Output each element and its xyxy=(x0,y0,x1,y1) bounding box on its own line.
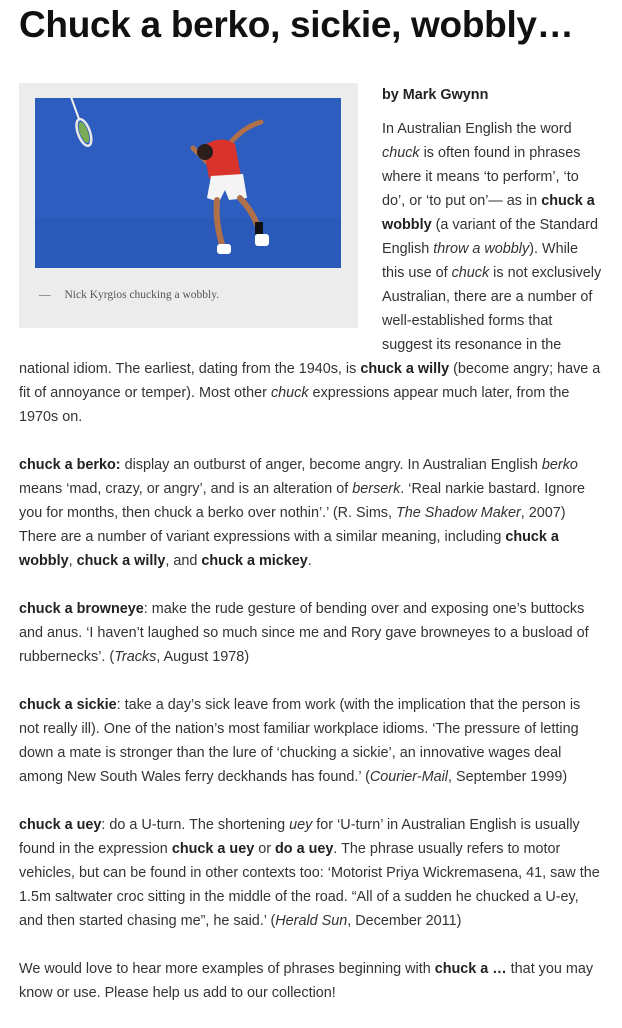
entry-sickie: chuck a sickie: take a day’s sick leave from work (with the implication that the person is not really ill). One of the nation’s most familiar workplace idioms. ‘The pressure of letting down a mate is stronger than the lure of ‘chucking a sickie’, an innovative wages deal among New South Wales ferry deckhands has found.’ (Courier-Mail, September 1999) xyxy=(19,697,581,785)
entry-uey: chuck a uey: do a U-turn. The shortening uey for ‘U-turn’ in Australian English is usually found in the expression chuck a uey or do a uey. The phrase usually refers to motor vehicles, but can be found in other contexts too: ‘Motorist Priya Wickremasena, 41, saw the 1.5m saltwater croc sitting in the middle of the road. “All of a sudden he chucked a U-ey, and then started chasing me”, he said.’ (Herald Sun, December 2011) xyxy=(19,817,600,929)
caption-dash: — xyxy=(39,289,51,301)
entry-berko: chuck a berko: display an outburst of anger, become angry. In Australian English berko means ‘mad, crazy, or angry’, and is an alteration of berserk. ‘Real narkie bastard. Ignore you for months, then chuck a berko over nothin’.’ (R. Sims, The Shadow Maker, 2007) There are a number of variant expressions with a similar meaning, including chuck a wobbly, chuck a willy, and chuck a mickey. xyxy=(19,457,586,569)
closing-paragraph: We would love to hear more examples of phrases beginning with chuck a … that you may know or use. Please help us add to our collection! xyxy=(19,961,594,1001)
intro-paragraph: In Australian English the word chuck is often found in phrases where it means ‘to perform’, ‘to do’, or ‘to put on’— as in chuck a wobbly (a variant of the Standard English throw a wobbly). While this use of chuck is not exclusively Australian, there are a number of well-established forms that suggest its resonance in the national idiom. The earliest, dating from the 1940s, is chuck a willy (become angry; have a fit of annoyance or temper). Most other chuck expressions appear much later, from the 1970s on. xyxy=(19,121,602,425)
entry-term: chuck a uey xyxy=(19,817,102,833)
caption-text: Nick Kyrgios chucking a wobbly. xyxy=(64,289,220,301)
entry-term: chuck a sickie xyxy=(19,697,117,713)
figure-caption xyxy=(39,289,342,301)
figure xyxy=(19,83,358,328)
entry-term: chuck a browneye xyxy=(19,601,144,617)
byline: by Mark Gwynn xyxy=(382,87,489,103)
entry-term: chuck a berko: xyxy=(19,457,121,473)
entry-browneye: chuck a browneye: make the rude gesture of bending over and exposing one’s buttocks and anus. ‘I haven’t laughed so much since me and Rory gave browneyes to a busload of rubbernecks’. (Tracks, August 1978) xyxy=(19,601,589,665)
photo-tennis-player xyxy=(35,98,341,268)
photo-illustration xyxy=(35,98,341,268)
page-title: Chuck a berko, sickie, wobbly… xyxy=(19,4,574,45)
